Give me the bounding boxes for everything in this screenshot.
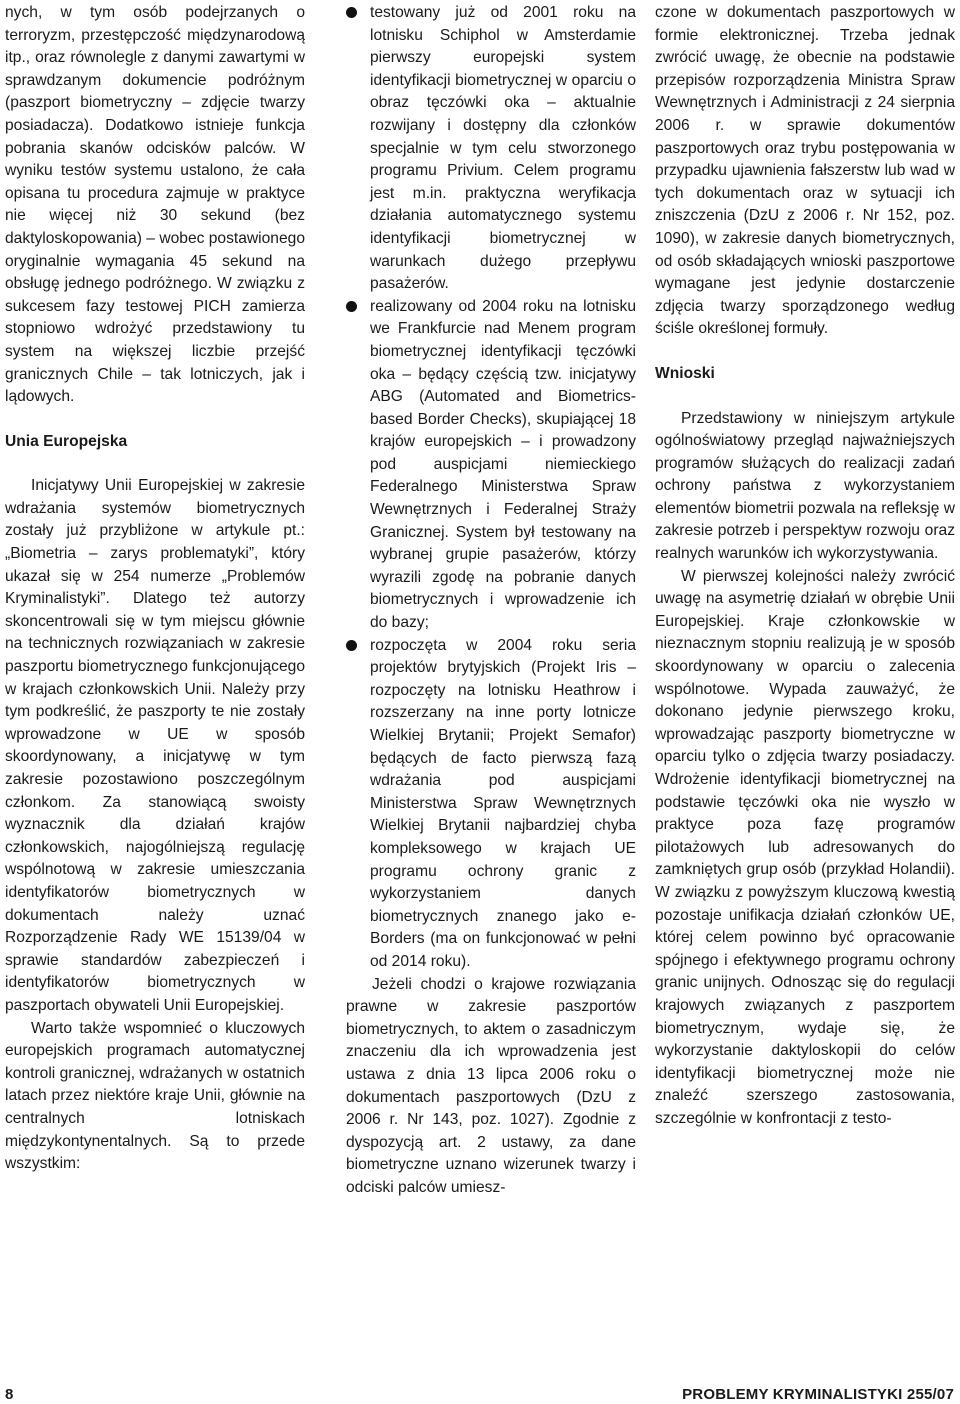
paragraph: Inicjatywy Unii Europejskiej w zakresie wdrażania systemów biometrycznych zostały już przybliżone w artykule pt.: „Biometria – zarys problematyki”, który ukazał się w 254 numerze „Problemów Kryminalistyki”. Dlatego też autorzy skoncentrowali się w tym miejscu głównie na technicznych rozwiązaniach w zakresie paszportu biometrycznego funkcjonującego w krajach członkowskich Unii. Należy przy tym podkreślić, że paszporty te nie zostały wprowadzone w UE w sposób skoordynowany, a inicjatywę w tym zakresie pozostawiono poszczególnym członkom. Za stanowiącą swoisty wyznacznik dla działań krajów członkowskich, najogólniejszą regulację wspólnotową w zakresie umieszczania identyfikatorów biometrycznych w dokumentach należy uznać Rozporządzenie Rady WE 15139/04 w sprawie standardów zabezpieczeń i identyfikatorów biometrycznych w paszportach obywateli Unii Europejskiej. — [5, 477, 305, 1014]
paragraph: Przedstawiony w niniejszym artykule ogólnoświatowy przegląd najważniejszych programów służących do realizacji zadań ochrony państwa z wykorzystaniem elementów biometrii pozwala na refleksję w zakresie potrzeb i perspektyw rozwoju oraz realnych warunków ich wykorzystywania. — [655, 409, 955, 563]
text-column-3 — [655, 2, 955, 1131]
section-heading-conclusions: Wnioski — [655, 364, 715, 382]
list-item — [346, 635, 636, 974]
bullet-icon — [346, 7, 357, 18]
list-item-text: testowany już od 2001 roku na lotnisku Schiphol w Amsterdamie pierwszy europejski system identyfikacji biometrycznej w oparciu o obraz tęczówki oka – aktualnie rozwijany i dostępny dla członków specjalnie w tym celu stworzonego programu Privium. Celem programu jest m.in. praktyczna weryfikacja działania automatycznego systemu identyfikacji biometrycznej w warunkach dużego przepływu pasażerów. — [370, 4, 636, 293]
text-column-2 — [346, 2, 636, 1199]
text-column-1 — [5, 2, 305, 1176]
paragraph: nych, w tym osób podejrzanych o terroryzm, przestępczość międzynarodową itp., oraz równolegle z danymi zawartymi w sprawdzanym dokumencie podróżnym (paszport biometryczny – zdjęcie twarzy posiadacza). Dodatkowo istnieje funkcja pobrania skanów odcisków palców. W wyniku testów systemu ustalono, że cała opisana tu procedura zajmuje w praktyce nie więcej niż 30 sekund (bez daktyloskopowania) – wobec postawionego oryginalnie wymagania 45 sekund na obsługę jednego podróżnego. W związku z sukcesem fazy testowej PICH zamierza stopniowo wdrożyć przedstawiony tu system na większej liczbie przejść granicznych Chile – tak lotniczych, jak i lądowych. — [5, 4, 305, 406]
paragraph: Warto także wspomnieć o kluczowych europejskich programach automatycznej kontroli granicznej, wdrażanych w ostatnich latach przez niektóre kraje Unii, głównie na centralnych lotniskach międzykontynentalnych. Są to przede wszystkim: — [5, 1019, 305, 1173]
bullet-list — [346, 2, 636, 974]
list-item — [346, 2, 636, 296]
paragraph: czone w dokumentach paszportowych w formie elektronicznej. Trzeba jednak zwrócić uwagę, że obecnie na podstawie przepisów rozporządzenia Ministra Spraw Wewnętrznych i Administracji z 24 sierpnia 2006 r. w sprawie dokumentów paszportowych oraz trybu postępowania w przypadku ujawnienia fałszerstw lub wad w tych dokumentach oraz w sytuacji ich zniszczenia (DzU z 2006 r. Nr 152, poz. 1090), w zakresie danych biometrycznych, od osób składających wnioski paszportowe wymagane jest jedynie dostarczenie zdjęcia twarzy sporządzonego według ściśle określonej formuły. — [655, 4, 955, 338]
section-heading-eu: Unia Europejska — [5, 432, 128, 450]
paragraph: Jeżeli chodzi o krajowe rozwiązania prawne w zakresie paszportów biometrycznych, to aktem o zasadniczym znaczeniu dla ich wprowadzenia jest ustawa z dnia 13 lipca 2006 roku o dokumentach paszportowych (DzU z 2006 r. Nr 143, poz. 1027). Zgodnie z dyspozycją art. 2 ustawy, za dane biometryczne uznano wizerunek twarzy i odciski palców umiesz- — [346, 975, 636, 1196]
list-item-text: rozpoczęta w 2004 roku seria projektów brytyjskich (Projekt Iris – rozpoczęty na lotnisku Heathrow i rozszerzany na inne porty lotnicze Wielkiej Brytanii; Projekt Semafor) będących de facto pierwszą fazą wdrażania pod auspicjami Ministerstwa Spraw Wewnętrznych Wielkiej Brytanii najbardziej chyba kompleksowego w krajach UE programu ochrony granic z wykorzystaniem danych biometrycznych znanego jako e-Borders (ma on funkcjonować w pełni od 2014 roku). — [370, 636, 636, 970]
page-number: 8 — [5, 1386, 14, 1403]
bullet-icon — [346, 301, 357, 312]
bullet-icon — [346, 640, 357, 651]
list-item-text: realizowany od 2004 roku na lotnisku we Frankfurcie nad Menem program biometrycznej identyfikacji tęczówki oka – będący częścią tzw. inicjatywy ABG (Automated and Biometrics-based Border Checks), skupiającej 18 krajów europejskich – i prowadzony pod auspicjami niemieckiego Federalnego Ministerstwa Spraw Wewnętrznych i Federalnej Straży Granicznej. System był testowany na wybranej grupie pasażerów, którzy wyrazili zgodę na pobranie danych biometrycznych i wprowadzenie ich do bazy; — [370, 297, 636, 632]
paragraph: W pierwszej kolejności należy zwrócić uwagę na asymetrię działań w obrębie Unii Europejskiej. Kraje członkowskie w nieznacznym stopniu realizują je w sposób skoordynowany w oparciu o zalecenia wspólnotowe. Wypada zauważyć, że dokonano jedynie pierwszego kroku, wprowadzając paszporty biometryczne w oparciu tylko o zdjęcia twarzy posiadaczy. Wdrożenie identyfikacji biometrycznej na podstawie tęczówki oka nie wyszło w praktyce poza fazę programów pilotażowych lub adresowanych do zamkniętych grup osób (przykład Holandii). W związku z powyższym kluczową kwestią pozostaje unifikacja działań członków UE, której celem powinno być opracowanie spójnego i efektywnego programu ochrony granic unijnych. Odnosząc się do regulacji krajowych związanych z paszportem biometrycznym, wydaje się, że wykorzystanie daktyloskopii do celów identyfikacji biometrycznej może nie znaleźć szerszego zastosowania, szczególnie w konfrontacji z testo- — [655, 567, 955, 1127]
journal-issue: PROBLEMY KRYMINALISTYKI 255/07 — [682, 1386, 954, 1403]
list-item — [346, 296, 636, 635]
